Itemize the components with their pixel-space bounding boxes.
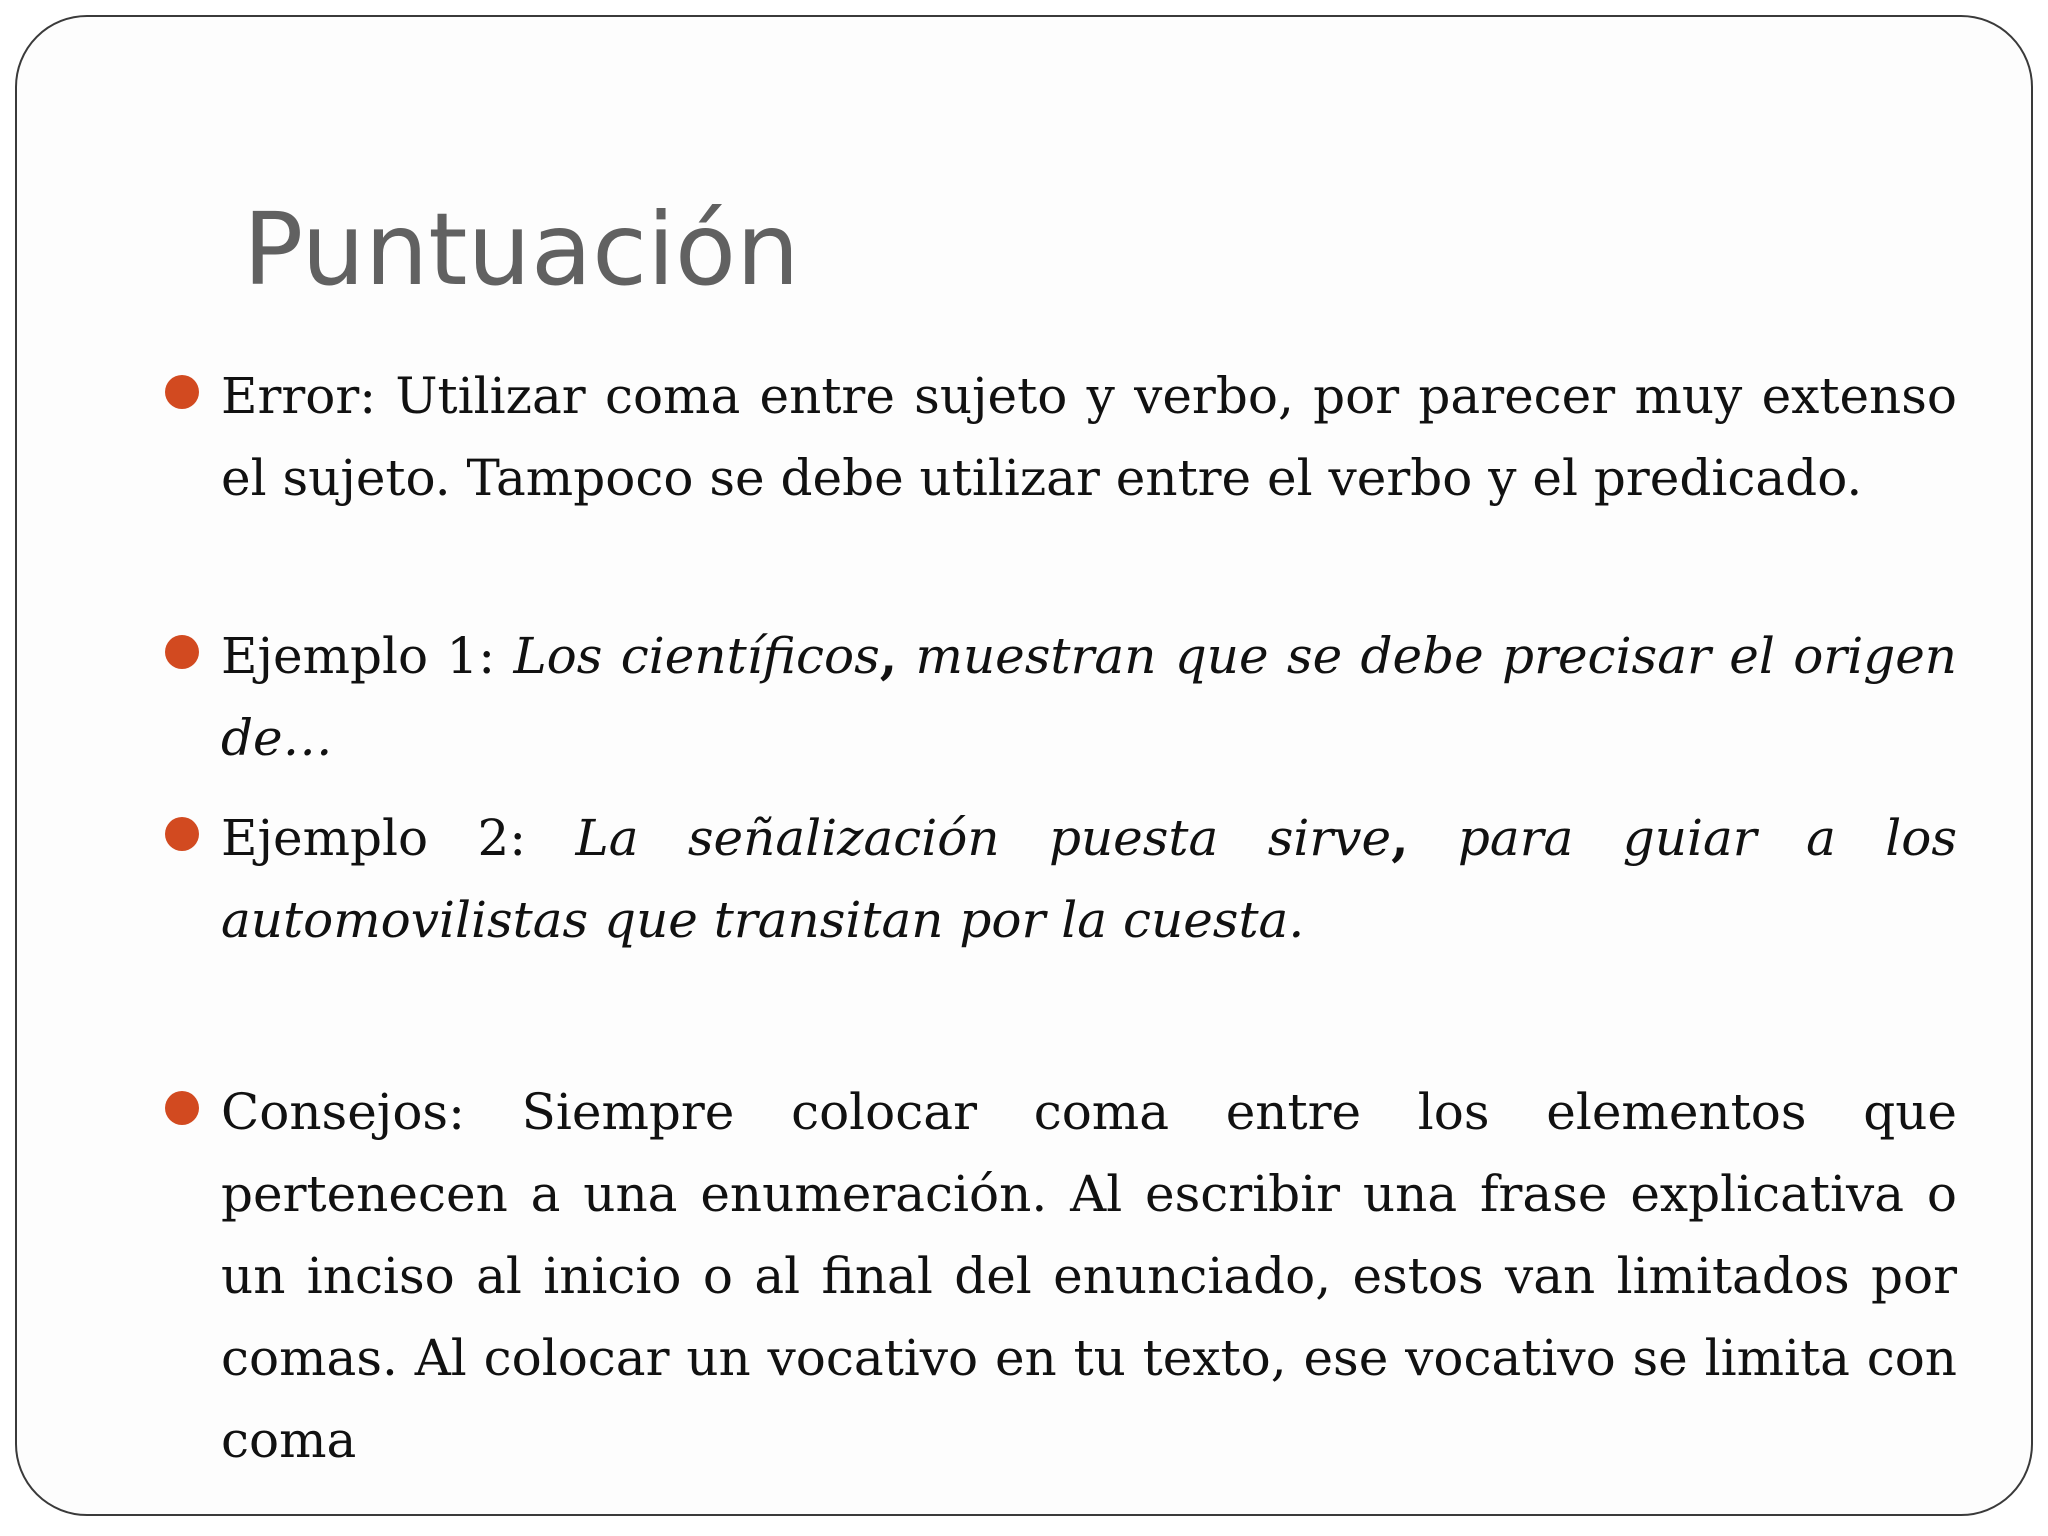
example-1-comma: , xyxy=(879,626,898,685)
bullet-dot-icon xyxy=(165,635,199,669)
example-1-part2: muestran que se debe precisar el origen de… xyxy=(221,627,1957,767)
bullet-consejos-text: Consejos: Siempre colocar coma entre los elementos que pertenecen a una enumeración. Al escribir una frase explicativa o un inciso al inicio o al final del enunciado, estos van limitados por comas. Al colocar un vocativo en tu texto, ese vocativo se limita con coma xyxy=(221,1083,1957,1469)
example-2-part2: para guiar a los automovilistas que transitan por la cuesta. xyxy=(221,809,1958,949)
bullet-dot-icon xyxy=(165,1091,199,1125)
example-2-label: Ejemplo 2: xyxy=(221,809,576,867)
slide-title: Puntuación xyxy=(243,191,800,308)
slide-frame xyxy=(15,15,2033,1516)
bullet-error xyxy=(157,355,1957,519)
bullet-example-2 xyxy=(157,797,1957,961)
bullet-error-text: Error: Utilizar coma entre sujeto y verbo, por parecer muy extenso el sujeto. Tampoco se debe utilizar entre el verbo y el predicado. xyxy=(221,367,1957,507)
example-1-label: Ejemplo 1: xyxy=(221,627,514,685)
bullet-dot-icon xyxy=(165,375,199,409)
bullet-consejos xyxy=(157,1071,1957,1481)
bullet-example-1 xyxy=(157,615,1957,779)
example-2-comma: , xyxy=(1391,808,1409,867)
slide-content xyxy=(157,355,1957,1481)
example-1-part1: Los científicos xyxy=(513,627,880,685)
example-2-part1: La señalización puesta sirve xyxy=(575,809,1392,867)
bullet-dot-icon xyxy=(165,817,199,851)
